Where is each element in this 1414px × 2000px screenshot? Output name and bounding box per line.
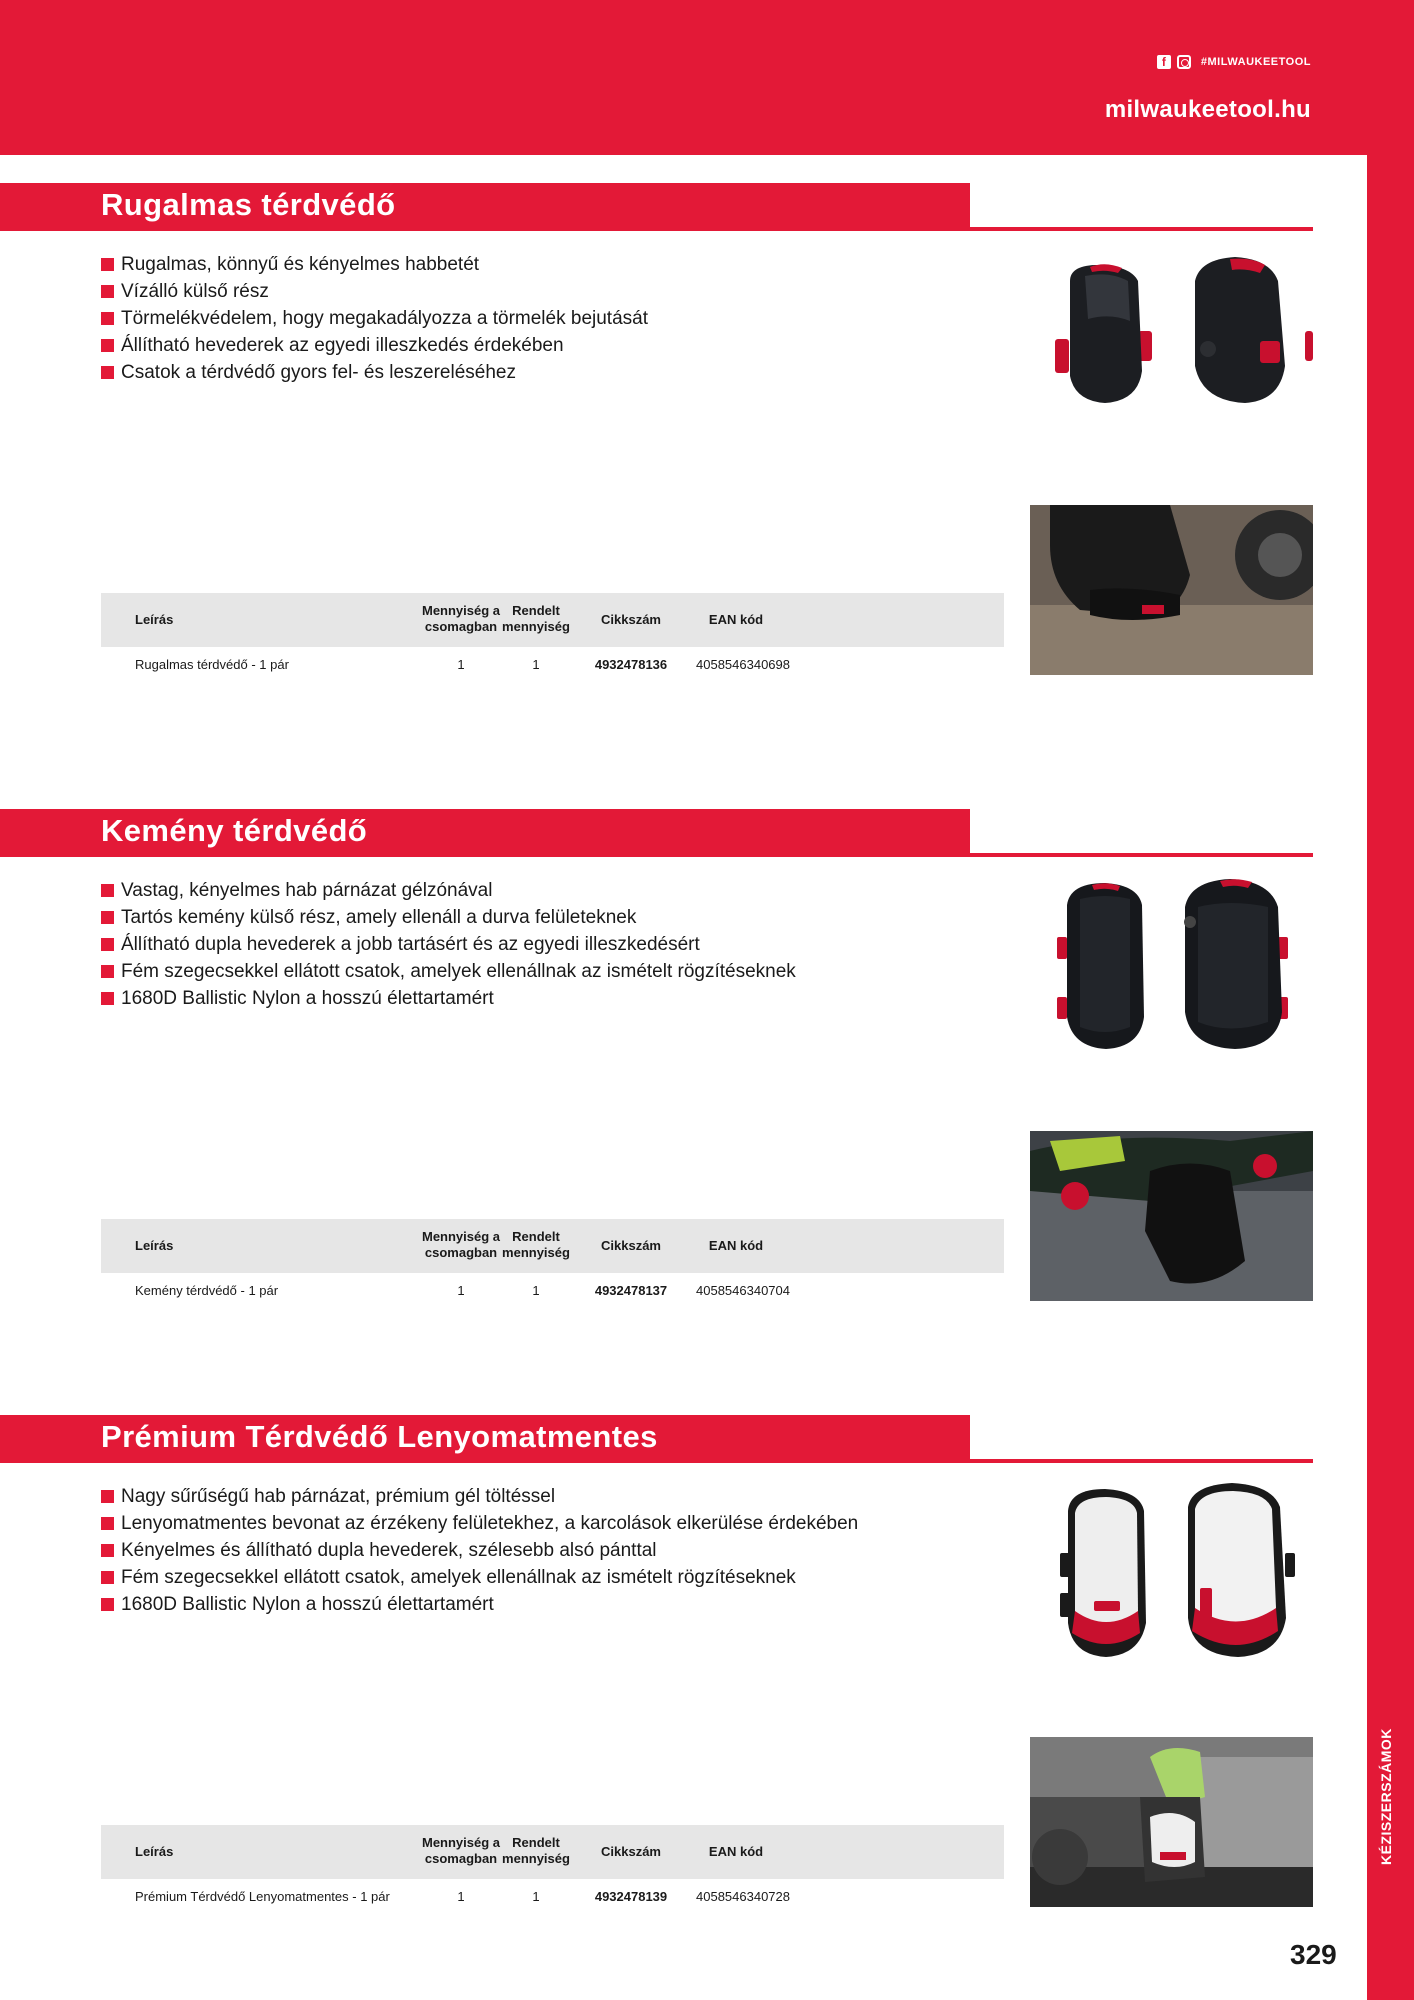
cell-ean: 4058546340728 [696, 1889, 790, 1904]
ordered-header-line2: mennyiség [502, 1851, 570, 1866]
cell-article: 4932478139 [594, 1889, 668, 1904]
facebook-icon[interactable]: f [1157, 55, 1171, 69]
feature-item: 1680D Ballistic Nylon a hosszú élettartamért [101, 985, 796, 1012]
feature-list [101, 1483, 858, 1618]
ordered-header-line1: Rendelt [512, 1835, 560, 1850]
cell-description: Kemény térdvédő - 1 pár [135, 1283, 279, 1298]
table-header [101, 593, 1004, 647]
feature-item: 1680D Ballistic Nylon a hosszú élettartamért [101, 1591, 858, 1618]
title-underline [970, 1459, 1313, 1463]
page-number: 329 [1290, 1939, 1337, 1970]
feature-item: Állítható dupla hevederek a jobb tartásért és az egyedi illeszkedésért [101, 931, 796, 958]
section-title: Rugalmas térdvédő [101, 187, 396, 222]
table-row [101, 1273, 1004, 1309]
qty-header-line1: Mennyiség a [421, 603, 501, 618]
feature-item: Rugalmas, könnyű és kényelmes habbetét [101, 251, 648, 278]
cell-description: Prémium Térdvédő Lenyomatmentes - 1 pár [135, 1889, 390, 1904]
cell-ean: 4058546340698 [696, 657, 790, 672]
feature-list [101, 251, 648, 386]
cell-description: Rugalmas térdvédő - 1 pár [135, 657, 289, 672]
title-underline [970, 853, 1313, 857]
qty-header-line2: csomagban [424, 1245, 498, 1260]
hashtag: #MILWAUKEETOOL [1200, 56, 1311, 68]
section-title-bar [0, 809, 970, 857]
instagram-icon[interactable] [1177, 55, 1191, 69]
feature-item: Csatok a térdvédő gyors fel- és leszereléséhez [101, 359, 648, 386]
section-title: Prémium Térdvédő Lenyomatmentes [101, 1419, 658, 1454]
side-band [1367, 155, 1414, 2000]
feature-item: Fém szegecsekkel ellátott csatok, amelyek ellenállnak az ismételt rögzítéseknek [101, 1564, 858, 1591]
product-image-hard-kneepads [1030, 877, 1313, 1057]
col-header-article: Cikkszám [601, 612, 661, 627]
cell-qty: 1 [457, 1283, 465, 1298]
col-header-ean: EAN kód [708, 612, 764, 627]
table-row [101, 647, 1004, 683]
table-row [101, 1879, 1004, 1915]
table-header [101, 1825, 1004, 1879]
col-header-ordered [501, 1229, 571, 1261]
cell-qty: 1 [457, 1889, 465, 1904]
col-header-qty [421, 603, 501, 635]
feature-item: Kényelmes és állítható dupla hevederek, szélesebb alsó pánttal [101, 1537, 858, 1564]
usage-photo-flexible-kneepad [1030, 505, 1313, 675]
col-header-description: Leírás [135, 1238, 174, 1253]
social-links [1157, 55, 1311, 69]
ordered-header-line1: Rendelt [512, 603, 560, 618]
col-header-ean: EAN kód [708, 1844, 764, 1859]
usage-photo-premium-kneepad [1030, 1737, 1313, 1907]
chapter-label [1378, 1839, 1414, 1865]
title-underline [970, 227, 1313, 231]
section-title: Kemény térdvédő [101, 813, 368, 848]
usage-photo-hard-kneepad [1030, 1131, 1313, 1301]
feature-item: Törmelékvédelem, hogy megakadályozza a törmelék bejutását [101, 305, 648, 332]
feature-item: Állítható hevederek az egyedi illeszkedés érdekében [101, 332, 648, 359]
cell-ean: 4058546340704 [696, 1283, 790, 1298]
feature-item: Vízálló külső rész [101, 278, 648, 305]
table-header [101, 1219, 1004, 1273]
cell-article: 4932478136 [594, 657, 668, 672]
header-band [0, 0, 1414, 155]
cell-qty: 1 [457, 657, 465, 672]
col-header-article: Cikkszám [601, 1844, 661, 1859]
col-header-qty [421, 1835, 501, 1867]
ordered-header-line2: mennyiség [502, 619, 570, 634]
cell-ordered: 1 [532, 1889, 540, 1904]
qty-header-line2: csomagban [424, 619, 498, 634]
col-header-description: Leírás [135, 612, 174, 627]
cell-ordered: 1 [532, 657, 540, 672]
section-title-bar [0, 183, 970, 231]
feature-item: Vastag, kényelmes hab párnázat gélzónával [101, 877, 796, 904]
qty-header-line1: Mennyiség a [421, 1835, 501, 1850]
section-title-bar [0, 1415, 970, 1463]
col-header-ordered [501, 1835, 571, 1867]
feature-item: Tartós kemény külső rész, amely ellenáll a durva felületeknek [101, 904, 796, 931]
ordered-header-line1: Rendelt [512, 1229, 560, 1244]
website-link[interactable]: milwaukeetool.hu [1104, 96, 1311, 123]
feature-item: Lenyomatmentes bevonat az érzékeny felületekhez, a karcolások elkerülése érdekében [101, 1510, 858, 1537]
product-image-flexible-kneepads [1030, 251, 1313, 431]
qty-header-line1: Mennyiség a [421, 1229, 501, 1244]
feature-item: Nagy sűrűségű hab párnázat, prémium gél töltéssel [101, 1483, 858, 1510]
col-header-description: Leírás [135, 1844, 174, 1859]
col-header-ean: EAN kód [708, 1238, 764, 1253]
feature-list [101, 877, 796, 1012]
col-header-qty [421, 1229, 501, 1261]
feature-item: Fém szegecsekkel ellátott csatok, amelyek ellenállnak az ismételt rögzítéseknek [101, 958, 796, 985]
product-image-premium-kneepads [1030, 1483, 1313, 1663]
ordered-header-line2: mennyiség [502, 1245, 570, 1260]
col-header-article: Cikkszám [601, 1238, 661, 1253]
cell-article: 4932478137 [594, 1283, 668, 1298]
col-header-ordered [501, 603, 571, 635]
cell-ordered: 1 [532, 1283, 540, 1298]
qty-header-line2: csomagban [424, 1851, 498, 1866]
